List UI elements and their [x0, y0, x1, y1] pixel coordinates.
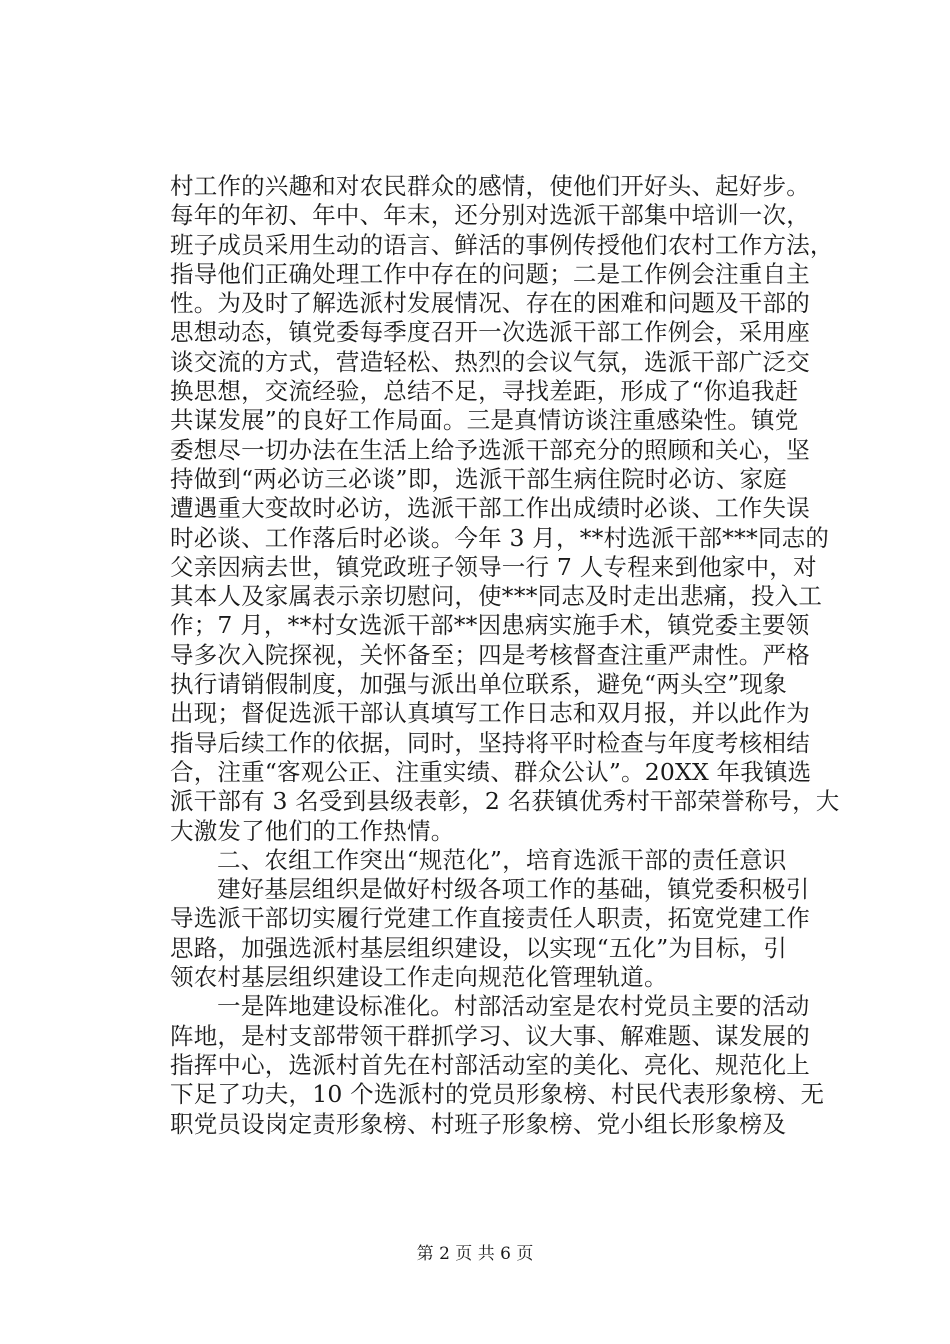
text-line: 阵地，是村支部带领干群抓学习、议大事、解难题、谋发展的 [170, 1021, 810, 1050]
text-line: 村工作的兴趣和对农民群众的感情，使他们开好头、起好步。 [170, 172, 810, 200]
text-line: 时必谈、工作落后时必谈。今年 3 月，**村选派干部***同志的 [170, 523, 830, 552]
text-line: 导选派干部切实履行党建工作直接责任人职责，拓宽党建工作 [170, 904, 810, 933]
text-line: 其本人及家属表示亲切慰问，使***同志及时走出悲痛，投入工 [170, 582, 823, 611]
text-line: 出现；督促选派干部认真填写工作日志和双月报，并以此作为 [170, 699, 810, 728]
text-line: 性。为及时了解选派村发展情况、存在的困难和问题及干部的 [170, 289, 810, 318]
text-line: 思想动态，镇党委每季度召开一次选派干部工作例会，采用座 [170, 318, 810, 347]
text-line: 派干部有 3 名受到县级表彰，2 名获镇优秀村干部荣誉称号，大 [170, 787, 840, 816]
text-line: 大激发了他们的工作热情。 [170, 816, 455, 845]
paragraph-start-line: 建好基层组织是做好村级各项工作的基础，镇党委积极引 [217, 875, 810, 904]
text-line: 每年的年初、年中、年末，还分别对选派干部集中培训一次， [170, 201, 810, 230]
text-line: 下足了功夫，10 个选派村的党员形象榜、村民代表形象榜、无 [170, 1080, 825, 1109]
text-line: 指挥中心，选派村首先在村部活动室的美化、亮化、规范化上 [170, 1050, 810, 1079]
paragraph-start-line: 一是阵地建设标准化。村部活动室是农村党员主要的活动 [217, 992, 810, 1021]
text-line: 领农村基层组织建设工作走向规范化管理轨道。 [170, 963, 668, 992]
text-line: 换思想，交流经验，总结不足，寻找差距，形成了“你追我赶 [170, 377, 799, 406]
text-line: 作；7 月，**村女选派干部**因患病实施手术，镇党委主要领 [170, 611, 810, 640]
text-line: 指导他们正确处理工作中存在的问题；二是工作例会注重自主 [170, 259, 810, 288]
text-line: 合，注重“客观公正、注重实绩、群众公认”。20XX 年我镇选 [170, 757, 812, 786]
text-line: 委想尽一切办法在生活上给予选派干部充分的照顾和关心，坚 [170, 435, 810, 464]
text-line: 职党员设岗定责形象榜、村班子形象榜、党小组长形象榜及 [170, 1109, 787, 1138]
body-text [170, 172, 840, 1139]
text-line: 持做到“两必访三必谈”即，选派干部生病住院时必访、家庭 [170, 464, 787, 493]
text-line: 班子成员采用生动的语言、鲜活的事例传授他们农村工作方法， [170, 230, 834, 259]
section-heading: 二、农组工作突出“规范化”，培育选派干部的责任意识 [217, 845, 787, 874]
text-line: 共谋发展”的良好工作局面。三是真情访谈注重感染性。镇党 [170, 406, 799, 435]
text-line: 遭遇重大变故时必访，选派干部工作出成绩时必谈、工作失误 [170, 494, 810, 523]
text-line: 导多次入院探视，关怀备至；四是考核督查注重严肃性。严格 [170, 640, 810, 669]
text-line: 指导后续工作的依据，同时，坚持将平时检查与年度考核相结 [170, 728, 810, 757]
text-line: 谈交流的方式，营造轻松、热烈的会议气氛，选派干部广泛交 [170, 347, 810, 376]
text-line: 父亲因病去世，镇党政班子领导一行 7 人专程来到他家中，对 [170, 552, 817, 581]
text-line: 执行请销假制度，加强与派出单位联系，避免“两头空”现象 [170, 670, 787, 699]
text-line: 思路，加强选派村基层组织建设，以实现“五化”为目标，引 [170, 933, 787, 962]
page-number-footer: 第 2 页 共 6 页 [416, 1244, 534, 1264]
